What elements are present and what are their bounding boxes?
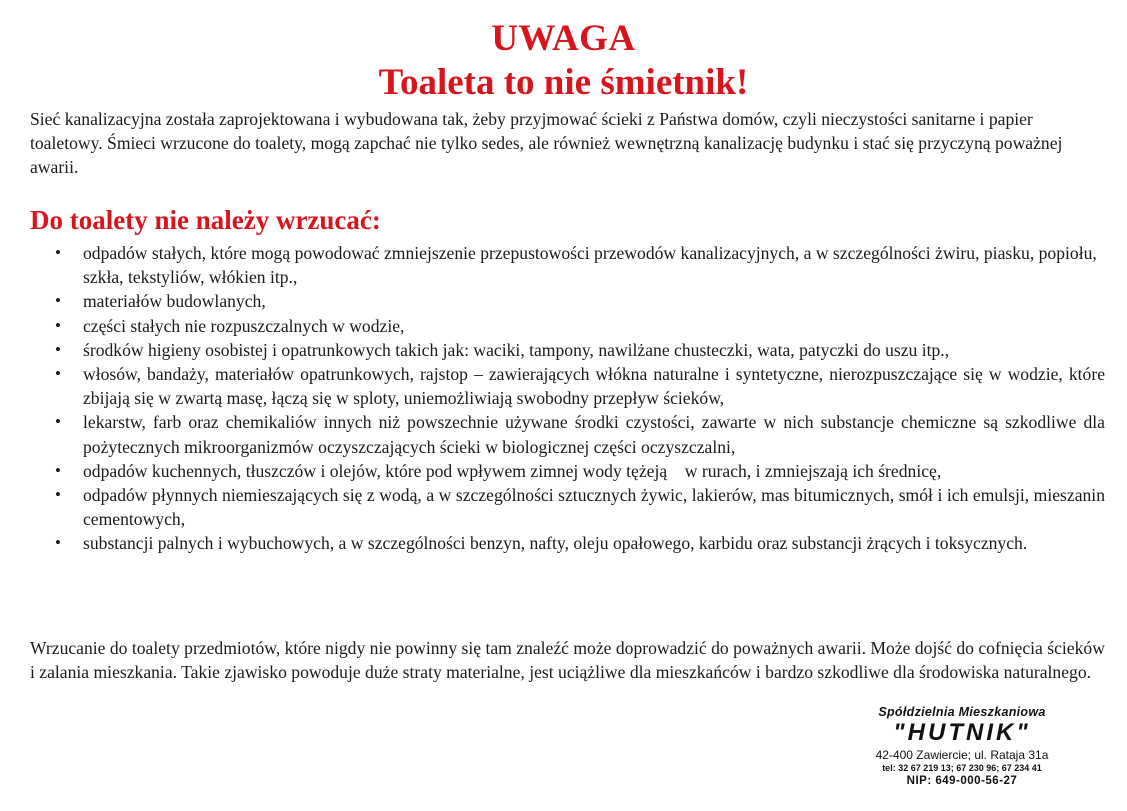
bullet-icon: • xyxy=(55,412,61,432)
bullet-icon: • xyxy=(55,291,61,311)
stamp-cooperative: Spółdzielnia Mieszkaniowa xyxy=(878,705,1046,719)
list-item xyxy=(30,483,1105,531)
list-item xyxy=(30,410,1105,458)
bullet-icon: • xyxy=(55,339,61,359)
list-item-text: włosów, bandaży, materiałów opatrunkowych, rajstop – zawierających włókna naturalne i syntetyczne, nierozpuszczające się w wodzie, które zbijają się w zwartą masę, łączą się w sploty, uniemożliwiają swobodny przepływ ścieków, xyxy=(83,364,1105,409)
bullet-icon: • xyxy=(55,364,61,384)
list-item xyxy=(30,241,1105,289)
list-item-text: części stałych nie rozpuszczalnych w wodzie, xyxy=(83,315,405,336)
intro-paragraph: Sieć kanalizacyjna została zaprojektowana i wybudowana tak, żeby przyjmować ścieki z Państwa domów, czyli nieczystości sanitarne i papier toaletowy. Śmieci wrzucone do toalety, mogą zapchać nie tylko sedes, ale również wewnętrzną kanalizację budynku i stać się przyczyną poważnej awarii. xyxy=(30,109,1063,177)
list-item-text: odpadów stałych, które mogą powodować zmniejszenie przepustowości przewodów kanalizacyjnych, a w szczególności żwiru, piasku, popiołu, szkła, tekstyliów, włókien itp., xyxy=(83,243,1097,288)
closing-paragraph: Wrzucanie do toalety przedmiotów, które nigdy nie powinny się tam znaleźć może doprowadzić do poważnych awarii. Może dojść do cofnięcia ścieków i zalania mieszkania. Takie zjawisko powoduje duże straty materialne, jest uciążliwe dla mieszkańców i bardzo szkodliwe dla środowiska naturalnego. xyxy=(30,638,1105,682)
list-item-text: odpadów kuchennych, tłuszczów i olejów, które pod wpływem zimnej wody tężeją w rurach, i zmniejszają ich średnicę, xyxy=(83,460,942,481)
notice-subtitle: Toaleta to nie śmietnik! xyxy=(378,62,749,103)
stamp-name: "HUTNIK" xyxy=(893,719,1031,746)
list-item-text: substancji palnych i wybuchowych, a w szczególności benzyn, nafty, oleju opałowego, karbidu oraz substancji żrących i toksycznych. xyxy=(83,533,1028,554)
notice-title: UWAGA xyxy=(491,18,636,59)
stamp-nip: NIP: 649-000-56-27 xyxy=(906,775,1018,787)
bullet-icon: • xyxy=(55,243,61,262)
list-item-text: lekarstw, farb oraz chemikaliów innych niż powszechnie używane środki czystości, zawarte w nich substancje chemiczne są szkodliwe dla pożytecznych mikroorganizmów oczyszczających ścieki w biologicznej części oczyszczalni, xyxy=(83,412,1105,457)
bullet-icon: • xyxy=(55,460,61,480)
list-item-text: materiałów budowlanych, xyxy=(83,291,266,312)
list-item xyxy=(30,459,1105,483)
list-item xyxy=(30,289,1105,313)
list-item xyxy=(30,362,1105,410)
list-item-text: środków higieny osobistej i opatrunkowych takich jak: waciki, tampony, nawilżane chusteczki, wata, patyczki do uszu itp., xyxy=(83,339,950,360)
stamp-phone: tel: 32 67 219 13; 67 230 96; 67 234 41 xyxy=(882,763,1042,773)
list-item xyxy=(30,338,1105,362)
list-heading: Do toalety nie należy wrzucać: xyxy=(30,205,381,235)
list-item xyxy=(30,531,1105,555)
stamp-address: 42-400 Zawiercie; ul. Rataja 31a xyxy=(875,748,1049,762)
bullet-icon: • xyxy=(55,315,61,335)
prohibited-items-list xyxy=(30,241,1105,556)
bullet-icon: • xyxy=(55,533,61,553)
list-item-text: odpadów płynnych niemieszających się z wodą, a w szczególności sztucznych żywic, lakierów, mas bitumicznych, smół i ich emulsji, mieszanin cementowych, xyxy=(83,485,1105,530)
cooperative-stamp xyxy=(862,704,1062,788)
bullet-icon: • xyxy=(55,485,61,505)
list-item xyxy=(30,314,1105,338)
